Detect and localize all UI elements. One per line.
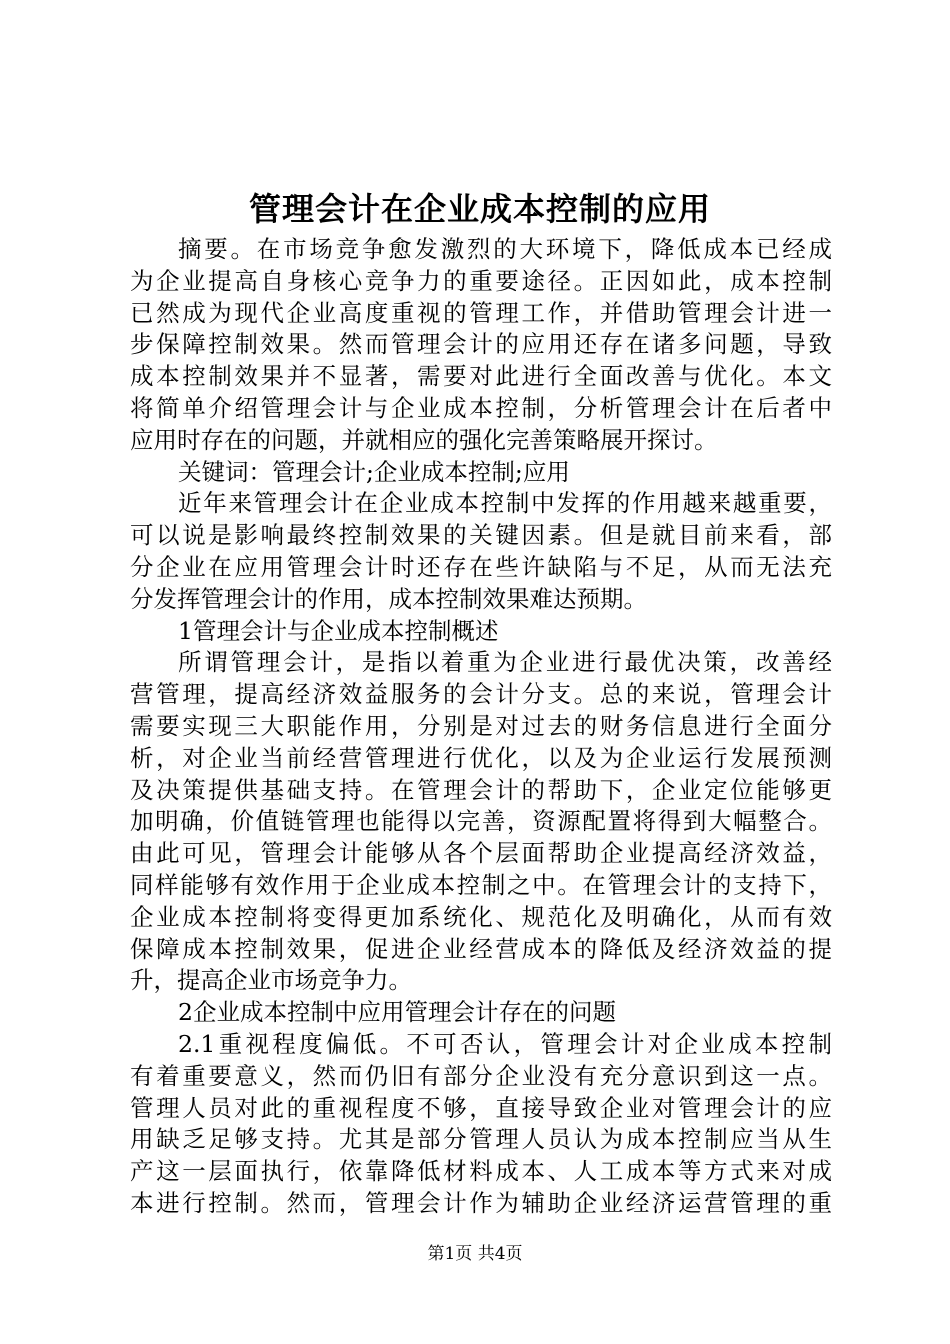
section2-line: 用缺乏足够支持。尤其是部分管理人员认为成本控制应当从生: [130, 1125, 832, 1154]
section1-line: 保障成本控制效果，促进企业经营成本的降低及经济效益的提: [130, 934, 832, 963]
document-body: [130, 234, 832, 1220]
section1-line: 析，对企业当前经营管理进行优化，以及为企业运行发展预测: [130, 743, 832, 772]
section1-line: 升，提高企业市场竞争力。: [130, 966, 412, 995]
intro-line: 可以说是影响最终控制效果的关键因素。但是就目前来看，部: [130, 521, 832, 550]
section1-line: 企业成本控制将变得更加系统化、规范化及明确化，从而有效: [130, 902, 832, 931]
abstract-line: 摘要。在市场竞争愈发激烈的大环境下，降低成本已经成: [178, 235, 832, 263]
abstract-line: 应用时存在的问题，并就相应的强化完善策略展开探讨。: [130, 425, 718, 454]
section1-line: 需要实现三大职能作用，分别是对过去的财务信息进行全面分: [130, 711, 832, 740]
section1-line: 由此可见，管理会计能够从各个层面帮助企业提高经济效益，: [130, 839, 832, 868]
intro-line: 分发挥管理会计的作用，成本控制效果难达预期。: [130, 584, 647, 613]
section2-line: 2.1重视程度偏低。不可否认，管理会计对企业成本控制: [178, 1029, 832, 1058]
section1-line: 同样能够有效作用于企业成本控制之中。在管理会计的支持下，: [130, 870, 832, 899]
section1-line: 加明确，价值链管理也能得以完善，资源配置将得到大幅整合。: [130, 807, 832, 836]
abstract-line: 步保障控制效果。然而管理会计的应用还存在诸多问题，导致: [130, 330, 832, 359]
section1-line: 所谓管理会计，是指以着重为企业进行最优决策，改善经: [178, 648, 832, 677]
page-footer: 第1页 共4页: [427, 1244, 523, 1264]
section1-line: 营管理，提高经济效益服务的会计分支。总的来说，管理会计: [130, 680, 832, 709]
intro-line: 近年来管理会计在企业成本控制中发挥的作用越来越重要，: [178, 489, 832, 518]
section2-line: 有着重要意义，然而仍旧有部分企业没有充分意识到这一点。: [130, 1061, 832, 1090]
section-heading: 1管理会计与企业成本控制概述: [178, 616, 499, 645]
section-heading: 2企业成本控制中应用管理会计存在的问题: [178, 998, 616, 1027]
abstract-line: 为企业提高自身核心竞争力的重要途径。正因如此，成本控制: [130, 266, 832, 295]
document-title: 管理会计在企业成本控制的应用: [248, 190, 711, 228]
intro-line: 分企业在应用管理会计时还存在些许缺陷与不足，从而无法充: [130, 552, 832, 581]
section2-line: 管理人员对此的重视程度不够，直接导致企业对管理会计的应: [130, 1093, 832, 1122]
keywords-line: 关键词：管理会计;企业成本控制;应用: [178, 457, 570, 486]
section1-line: 及决策提供基础支持。在管理会计的帮助下，企业定位能够更: [130, 775, 832, 804]
section2-line: 本进行控制。然而，管理会计作为辅助企业经济运营管理的重: [130, 1188, 832, 1217]
abstract-line: 已然成为现代企业高度重视的管理工作，并借助管理会计进一: [130, 298, 832, 327]
section2-line: 产这一层面执行，依靠降低材料成本、人工成本等方式来对成: [130, 1157, 832, 1186]
abstract-line: 成本控制效果并不显著，需要对此进行全面改善与优化。本文: [130, 362, 832, 391]
abstract-line: 将简单介绍管理会计与企业成本控制，分析管理会计在后者中: [130, 393, 832, 422]
